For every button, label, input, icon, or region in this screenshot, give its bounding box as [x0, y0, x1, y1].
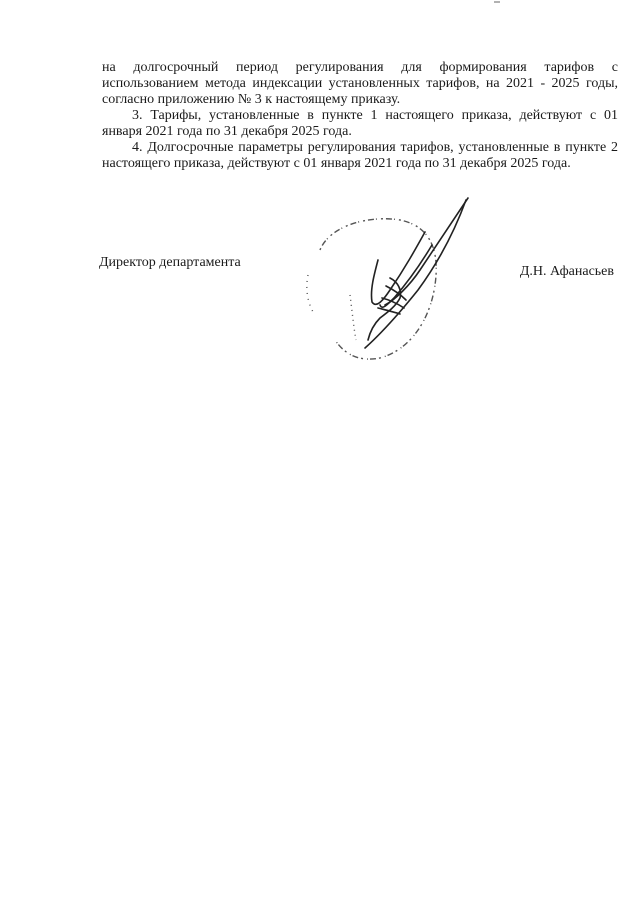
paragraph-item-3: 3. Тарифы, установленные в пункте 1 настоящего приказа, действуют с 01 января 2021 года по 31 декабря 2025 года.	[102, 108, 618, 139]
document-body	[102, 60, 618, 172]
scan-mark	[494, 0, 500, 4]
paragraph-item-4: 4. Долгосрочные параметры регулирования тарифов, установленные в пункте 2 настоящего приказа, действуют с 01 января 2021 года по 31 декабря 2025 года.	[102, 140, 618, 171]
stamp-and-signature	[290, 190, 490, 370]
signatory-name: Д.Н. Афанасьев	[519, 264, 614, 279]
signatory-position: Директор департамента	[99, 255, 241, 270]
paragraph-continuation: на долгосрочный период регулирования для формирования тарифов с использованием метода индексации установленных тарифов, на 2021 - 2025 годы, согласно приложению № 3 к настоящему приказу.	[102, 60, 618, 107]
signature-strokes	[365, 198, 468, 348]
